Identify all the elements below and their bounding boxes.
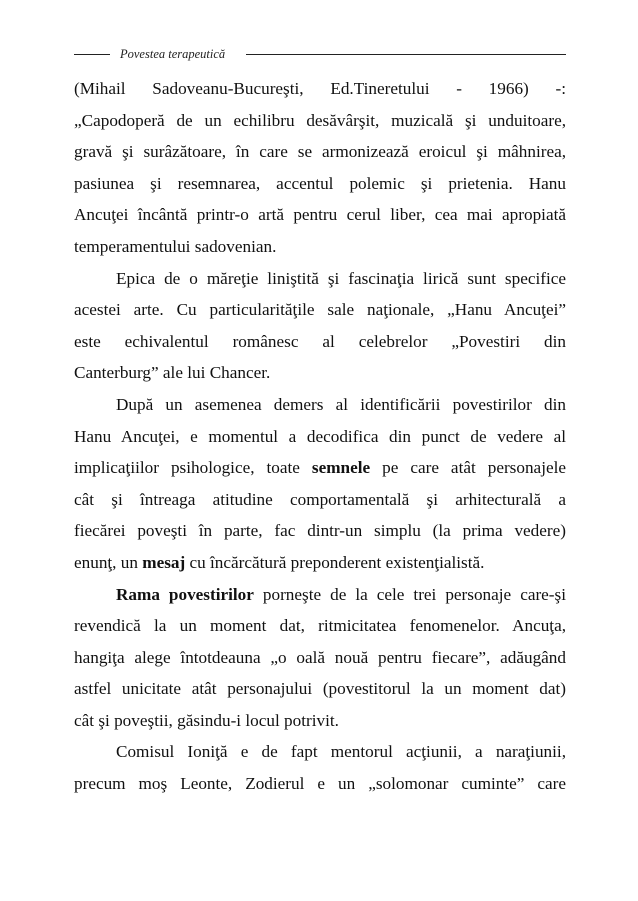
text-line: Hanu Ancuţei, e momentul a decodifica din punct de vedere al [74,426,566,446]
text-line: cât şi întreaga atitudine comportamentală şi arhitecturală a [74,489,566,509]
text-run: cu încărcătură preponderent existenţialistă. [185,552,485,572]
text-run: pe care atât personajele [370,458,566,478]
bold-term-rama-povestirilor: Rama povestirilor [116,584,254,604]
text-run: porneşte de la cele trei personaje care-şi [253,584,566,604]
text-line [74,547,566,579]
text-line [74,452,566,484]
text-run: implicaţiilor psihologice, toate [74,458,312,478]
header-rule-left [74,54,110,55]
header-rule-right [246,54,566,55]
text-line: Comisul Ioniţă e de fapt mentorul acţiunii, a naraţiunii, [116,742,566,762]
running-header [74,44,566,64]
text-line [74,579,566,611]
text-line: cât şi poveştii, găsindu-i locul potrivit. [74,710,339,730]
body-text [74,73,566,800]
text-line: hangiţa alege întotdeauna „o oală nouă pentru fiecare”, adăugând [74,647,566,667]
text-line: este echivalentul românesc al celebrelor „Povestiri din [74,331,566,351]
text-line: temperamentului sadovenian. [74,236,277,256]
text-line: Ancuţei încântă printr-o artă pentru cerul liber, cea mai apropiată [74,205,566,225]
text-run: enunţ, un [74,552,143,572]
text-line: Canterburg” ale lui Chancer. [74,363,271,383]
header-title: Povestea terapeutică [120,47,226,61]
text-line: gravă şi surâzătoare, în care se armonizează eroicul şi mâhnirea, [74,142,566,162]
text-line: precum moş Leonte, Zodierul e un „solomonar cuminte” care [74,774,566,794]
text-line: revendică la un moment dat, ritmicitatea fenomenelor. Ancuţa, [74,616,566,636]
bold-term-mesaj: mesaj [142,552,186,572]
bold-term-semnele: semnele [311,458,371,478]
text-line: „Capodoperă de un echilibru desăvârşit, muzicală şi unduitoare, [74,110,566,130]
text-line: astfel unicitate atât personajului (povestitorul la un moment dat) [74,679,566,699]
text-line: pasiunea şi resemnarea, accentul polemic şi prietenia. Hanu [74,173,566,193]
text-line: După un asemenea demers al identificării povestirilor din [116,394,566,414]
text-line: acestei arte. Cu particularităţile sale naţionale, „Hanu Ancuţei” [74,300,566,320]
text-line: (Mihail Sadoveanu-Bucureşti, Ed.Tineretului - 1966) -: [74,79,566,98]
text-line: fiecărei poveşti în parte, fac dintr-un simplu (la prima vedere) [74,521,566,541]
text-line: Epica de o măreţie liniştită şi fascinaţia lirică sunt specifice [116,268,566,288]
